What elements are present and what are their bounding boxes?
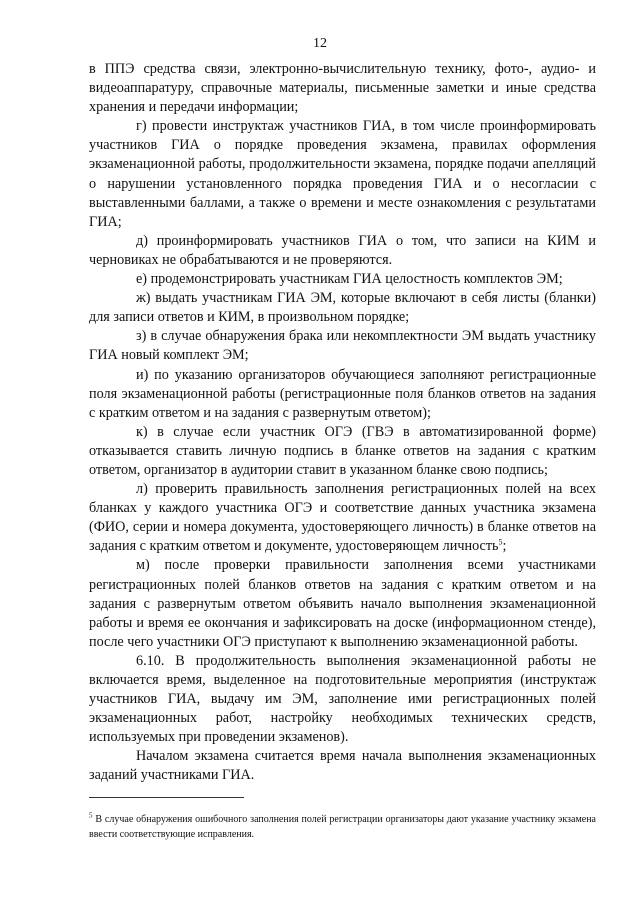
paragraph-0: в ППЭ средства связи, электронно-вычислительную технику, фото-, аудио- и видеоаппаратуру, справочные материалы, письменные заметки и иные средства хранения и передачи информации; [89, 61, 596, 116]
paragraph-l-text: л) проверить правильность заполнения регистрационных полей на всех бланках у каждого участника ОГЭ и соответствие данных участника экзамена (ФИО, серии и номера документа, удостоверяющего личность) в бланке ответов на задания с кратким ответом и документе, удостоверяющем личность [89, 481, 596, 555]
footnote-reference[interactable]: 5 [498, 537, 503, 547]
paragraph-d: д) проинформировать участников ГИА о том, что записи на КИМ и черновиках не обрабатываются и не проверяются. [89, 232, 596, 268]
paragraph-g: г) провести инструктаж участников ГИА, в том числе проинформировать участников ГИА о порядке проведения экзамена, правилах оформления экзаменационной работы, продолжительности экзамена, порядке подачи апелляций о нарушении установленного порядка проведения ГИА и о несогласии с выставленными баллами, а также о времени и месте ознакомления с результатами ГИА; [89, 118, 596, 230]
paragraph-k: к) в случае если участник ОГЭ (ГВЭ в автоматизированной форме) отказывается ставить личную подпись в бланке ответов на задания с кратким ответом, организатор в аудитории ставит в указанном бланке свою подпись; [89, 423, 596, 478]
paragraph-e: е) продемонстрировать участникам ГИА целостность комплектов ЭМ; [136, 271, 563, 288]
footnote [89, 812, 596, 842]
paragraph-z: з) в случае обнаружения брака или некомплектности ЭМ выдать участнику ГИА новый комплект ЭМ; [89, 328, 596, 364]
paragraph-i: и) по указанию организаторов обучающиеся заполняют регистрационные поля экзаменационной работы (регистрационные поля бланков ответов на задания с кратким ответом и на задания с развернутым ответом); [89, 366, 596, 421]
page-number: 12 [313, 36, 327, 51]
paragraph-6-10: 6.10. В продолжительность выполнения экзаменационной работы не включается время, выделенное на подготовительные мероприятия (инструктаж участников ГИА, выдачу им ЭМ, заполнение ими регистрационных полей экзаменационных работ, настройку необходимых технических средств, используемых при проведении экзаменов). [89, 652, 596, 746]
footnote-divider [89, 797, 244, 798]
paragraph-l-end: ; [502, 538, 507, 555]
paragraph-exam-start: Началом экзамена считается время начала выполнения экзаменационных заданий участниками ГИА. [89, 748, 596, 784]
paragraph-zh: ж) выдать участникам ГИА ЭМ, которые включают в себя листы (бланки) для записи ответов и КИМ, в произвольном порядке; [89, 290, 596, 326]
paragraph-m: м) после проверки правильности заполнения всеми участниками регистрационных полей бланков ответов на задания с кратким ответом и на задания с развернутым ответом объявить начало выполнения экзаменационной работы и время ее окончания и зафиксировать на доске (информационном стенде), после чего участники ОГЭ приступают к выполнению экзаменационной работы. [89, 557, 596, 650]
document-body [89, 60, 596, 786]
footnote-text: В случае обнаружения ошибочного заполнения полей регистрации организаторы дают указание участнику экзамена ввести соответствующие исправления. [89, 814, 596, 840]
footnote-mark: 5 [89, 811, 93, 820]
paragraph-l [89, 480, 596, 556]
